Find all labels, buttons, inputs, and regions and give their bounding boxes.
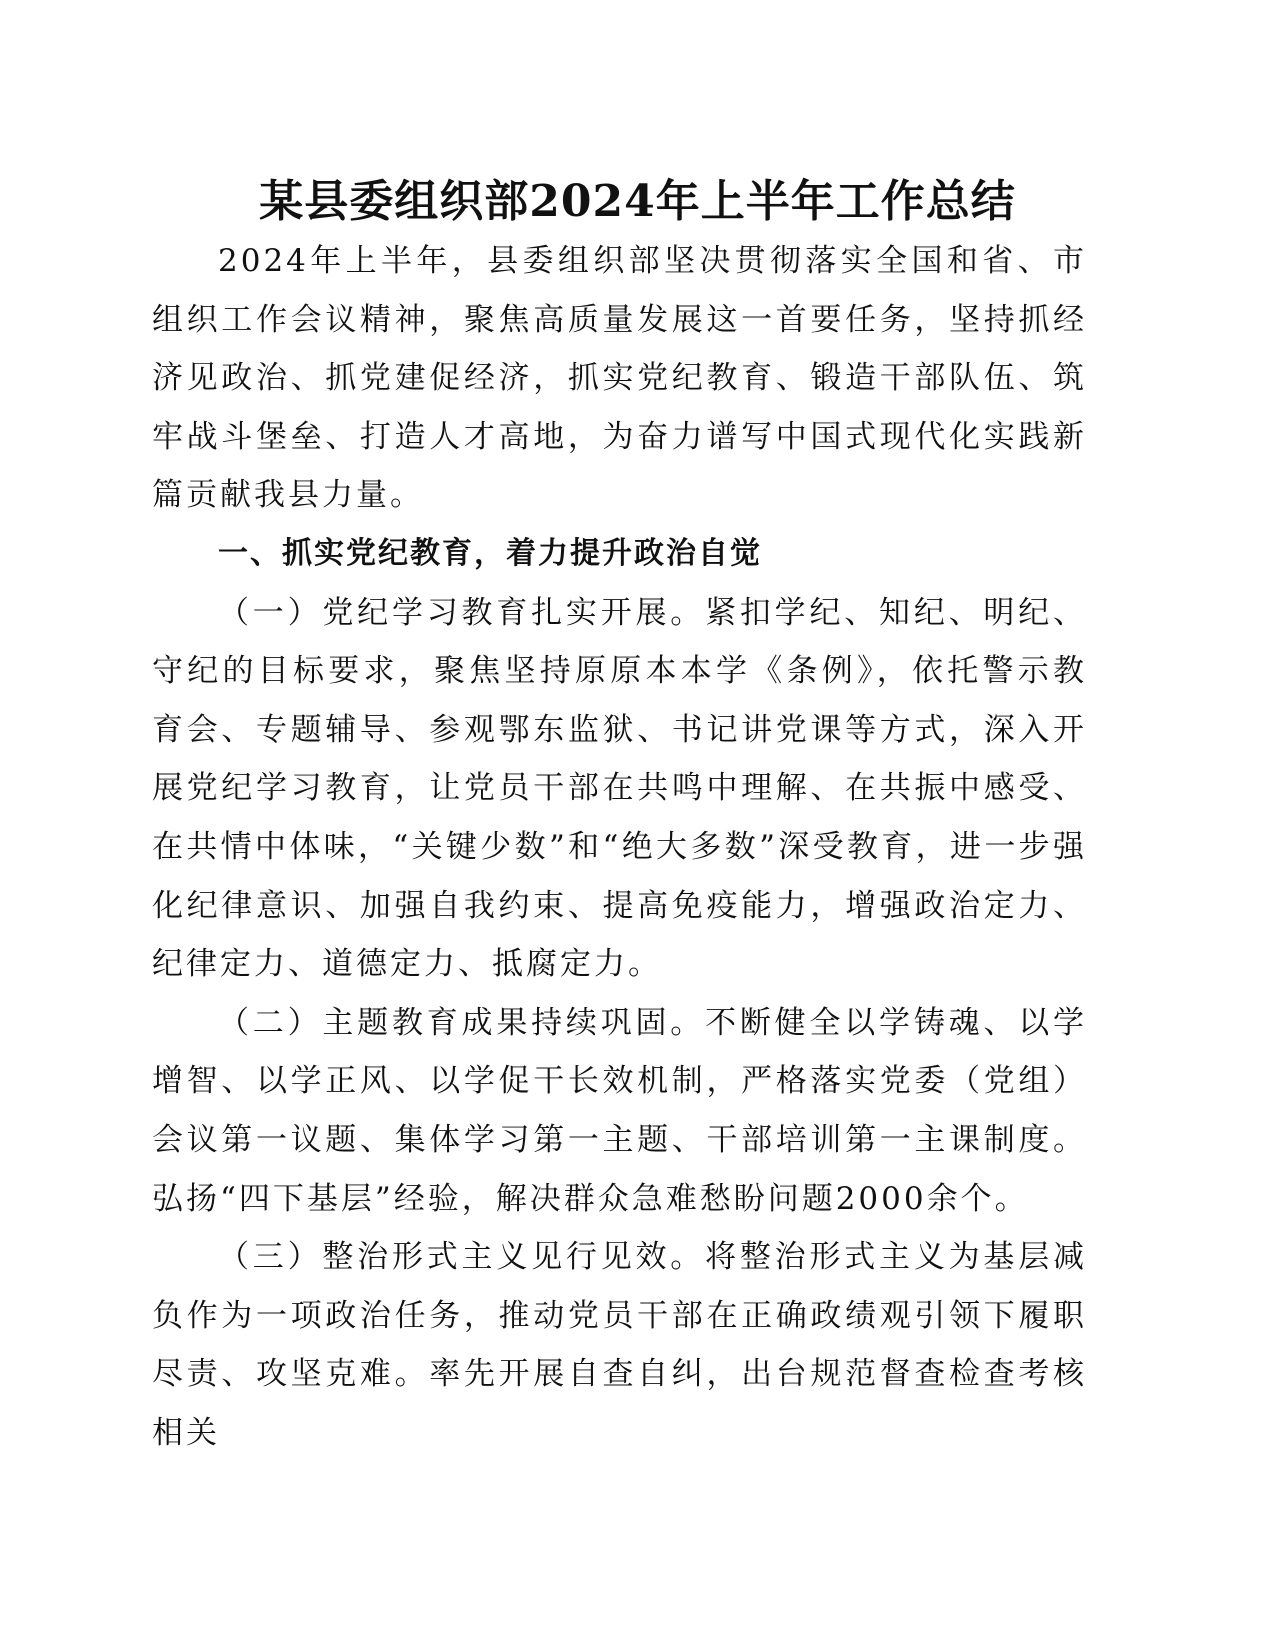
paragraph-3: （三）整治形式主义见行见效。将整治形式主义为基层减负作为一项政治任务，推动党员干部在正确政绩观引领下履职尽责、攻坚克难。率先开展自查自纠，出台规范督查检查考核相关 xyxy=(152,1239,1087,1451)
paragraph-1: （一）党纪学习教育扎实开展。紧扣学纪、知纪、明纪、守纪的目标要求，聚焦坚持原原本本学《条例》，依托警示教育会、专题辅导、参观鄂东监狱、书记讲党课等方式，深入开展党纪学习教育，让党员干部在共鸣中理解、在共振中感受、在共情中体味，“关键少数”和“绝大多数”深受教育，进一步强化纪律意识、加强自我约束、提高免疫能力，增强政治定力、纪律定力、道德定力、抵腐定力。 xyxy=(152,594,1087,983)
intro-paragraph: 2024年上半年，县委组织部坚决贯彻落实全国和省、市组织工作会议精神，聚焦高质量发展这一首要任务，坚持抓经济见政治、抓党建促经济，抓实党纪教育、锻造干部队伍、筑牢战斗堡垒、打造人才高地，为奋力谱写中国式现代化实践新篇贡献我县力量。 xyxy=(152,243,1087,514)
section-heading-1: 一、抓实党纪教育，着力提升政治自觉 xyxy=(218,535,762,571)
document-body xyxy=(152,232,1087,1462)
paragraph-2: （二）主题教育成果持续巩固。不断健全以学铸魂、以学增智、以学正风、以学促干长效机制，严格落实党委（党组）会议第一议题、集体学习第一主题、干部培训第一主课制度。弘扬“四下基层”经验，解决群众急难愁盼问题2000余个。 xyxy=(152,1004,1087,1217)
document-title: 某县委组织部2024年上半年工作总结 xyxy=(259,176,1016,227)
